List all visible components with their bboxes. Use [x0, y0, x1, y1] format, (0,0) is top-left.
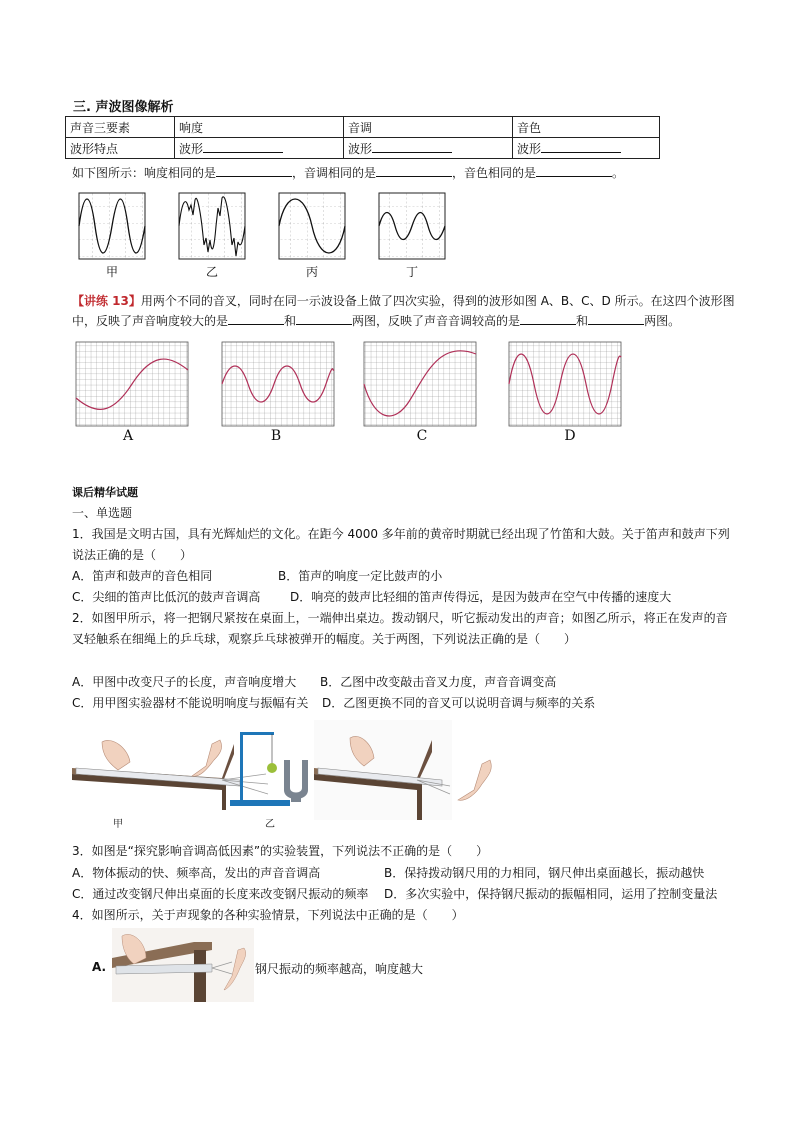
q1-option-a: A．笛声和鼓声的音色相同	[72, 569, 213, 583]
q4-ruler-illustration	[112, 928, 254, 1002]
cell-prefix: 波形	[179, 141, 204, 156]
caption-b: B	[270, 428, 282, 444]
q2-option-d: D．乙图更换不同的音叉可以说明音调与频率的关系	[322, 696, 596, 710]
table-cell: 音调	[344, 117, 513, 138]
caption-d: D	[564, 428, 576, 444]
sound-elements-table	[65, 116, 660, 159]
answer-blank[interactable]	[216, 164, 292, 177]
caption-ding: 丁	[405, 265, 418, 279]
table-cell: 响度	[175, 117, 344, 138]
waveform-jia	[79, 193, 145, 259]
q4-line1: 4．如图所示，关于声现象的各种实验情景，下列说法中正确的是（ ）	[72, 908, 464, 922]
table-row	[66, 117, 660, 138]
table-cell	[513, 138, 660, 159]
ruler-table-illustration-2	[314, 720, 452, 820]
waveform-bing	[279, 193, 345, 259]
caption-q2-jia: 甲	[113, 819, 123, 830]
finger-illustration	[452, 750, 504, 810]
waveform-figures	[76, 190, 456, 262]
q2-illustrations	[72, 720, 452, 820]
q1-option-b: B．笛声的响度一定比鼓声的小	[278, 569, 443, 583]
q2-option-b: B．乙图中改变敲击音叉力度，声音音调变高	[320, 675, 557, 689]
answer-blank[interactable]	[541, 140, 621, 153]
q4-option-a-text: 钢尺振动的频率越高，响度越大	[255, 962, 424, 976]
q3-line1: 3．如图是“探究影响音调高低因素”的实验装置，下列说法不正确的是（ ）	[72, 844, 489, 858]
answer-blank[interactable]	[588, 312, 644, 325]
answer-blank[interactable]	[228, 312, 284, 325]
caption-yi: 乙	[205, 265, 218, 279]
cell-prefix: 波形	[517, 141, 542, 156]
practice-text: 和	[284, 314, 297, 328]
practice-text: 和	[576, 314, 589, 328]
table-cell: 音色	[513, 117, 660, 138]
q4-option-a-label: A.	[92, 960, 107, 974]
q1-option-d: D．响亮的鼓声比轻细的笛声传得远，是因为鼓声在空气中传播的速度大	[290, 590, 672, 604]
q2-line2: 叉轻触系在细绳上的乒乓球，观察乒乓球被弹开的幅度。关于两图，下列说法正确的是（ ）	[72, 632, 577, 646]
question-text: 如下图所示：响度相同的是	[72, 166, 217, 180]
q2-line1: 2．如图甲所示，将一把钢尺紧按在桌面上，一端伸出桌边。拨动钢尺，听它振动发出的声音；如图乙所示，将正在发声的音	[72, 611, 728, 625]
table-cell	[175, 138, 344, 159]
caption-q2-yi: 乙	[265, 819, 275, 830]
table-cell	[344, 138, 513, 159]
practice-text: 两图。	[644, 314, 681, 328]
q3-option-c: C．通过改变钢尺伸出桌面的长度来改变钢尺振动的频率	[72, 887, 369, 901]
practice-tag: 【讲练 13】	[72, 294, 141, 308]
answer-blank[interactable]	[203, 140, 283, 153]
waveform-b	[222, 342, 334, 426]
oscilloscope-figures	[74, 340, 626, 430]
table-cell: 声音三要素	[66, 117, 175, 138]
section-title: 三. 声波图像解析	[73, 100, 174, 115]
waveform-question	[72, 164, 624, 181]
caption-bing: 丙	[305, 265, 318, 279]
tuning-fork-illustration	[230, 732, 308, 806]
q1-option-c: C．尖细的笛声比低沉的鼓声音调高	[72, 590, 261, 604]
answer-blank[interactable]	[536, 164, 612, 177]
waveform-yi	[179, 193, 245, 259]
caption-jia: 甲	[105, 265, 118, 279]
q2-option-a: A．甲图中改变尺子的长度，声音响度增大	[72, 675, 297, 689]
practice-text: 两图，反映了声音音调较高的是	[352, 314, 521, 328]
q1-line1: 1．我国是文明古国，具有光辉灿烂的文化。在距今 4000 多年前的黄帝时期就已经出现了竹笛和大鼓。关于笛声和鼓声下列	[72, 527, 730, 541]
section-subtitle: 一、单选题	[72, 506, 133, 520]
waveform-c	[364, 342, 476, 426]
cell-prefix: 波形	[348, 141, 373, 156]
q2-option-c: C．用甲图实验器材不能说明响度与振幅有关	[72, 696, 309, 710]
waveform-d	[509, 342, 621, 426]
question-text: ，音调相同的是	[292, 166, 377, 180]
caption-c: C	[416, 428, 428, 444]
table-row	[66, 138, 660, 159]
after-class-title: 课后精华试题	[72, 486, 138, 499]
answer-blank[interactable]	[372, 140, 452, 153]
caption-a: A	[122, 428, 134, 444]
answer-blank[interactable]	[376, 164, 452, 177]
answer-blank[interactable]	[296, 312, 352, 325]
ruler-table-illustration	[72, 740, 268, 810]
q3-option-b: B．保持拨动钢尺用的力相同，钢尺伸出桌面越长，振动越快	[384, 866, 705, 880]
q1-line2: 说法正确的是（ ）	[72, 548, 193, 562]
practice-13-line2	[72, 312, 680, 329]
waveform-a	[76, 342, 188, 426]
table-cell: 波形特点	[66, 138, 175, 159]
question-text: 。	[612, 166, 625, 180]
practice-text: 中，反映了声音响度较大的是	[72, 314, 229, 328]
practice-text: 用两个不同的音叉，同时在同一示波设备上做了四次实验，得到的波形如图 A、B、C、D 所示。在这四个波形图	[140, 294, 735, 308]
answer-blank[interactable]	[520, 312, 576, 325]
q3-option-a: A．物体振动的快、频率高，发出的声音音调高	[72, 866, 321, 880]
waveform-ding	[379, 193, 445, 259]
q3-option-d: D．多次实验中，保持钢尺振动的振幅相同，运用了控制变量法	[384, 887, 718, 901]
question-text: ，音色相同的是	[452, 166, 537, 180]
practice-13-line1	[72, 292, 735, 309]
